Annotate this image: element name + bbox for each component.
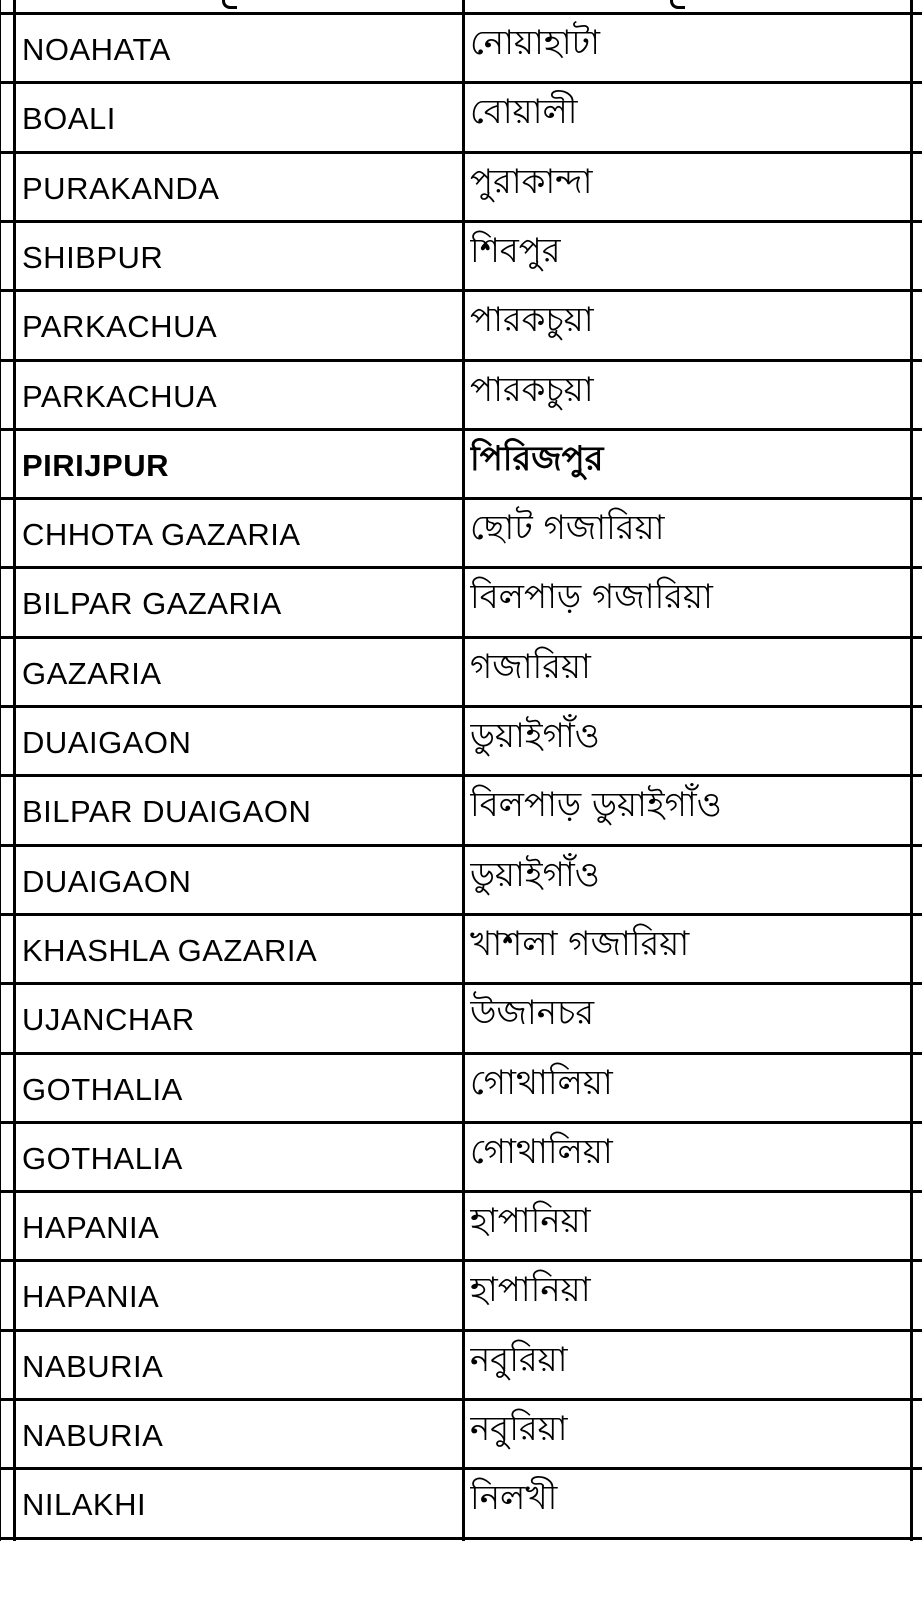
table-row [0,985,922,1054]
table-row [0,500,922,569]
english-name-cell: BOALI [22,101,116,136]
english-name-cell: DUAIGAON [22,864,192,899]
table-row [0,639,922,708]
english-name-cell: PURAKANDA [22,171,220,206]
english-name-cell: DUAIGAON [22,725,192,760]
english-name-cell: NILAKHI [22,1487,147,1522]
english-name-cell: NABURIA [22,1349,164,1384]
table-row [0,1193,922,1262]
bengali-name-cell: পিরিজপুর [470,439,604,479]
english-name-cell: PARKACHUA [22,309,218,344]
table-row [0,1055,922,1124]
english-name-cell: PARKACHUA [22,379,218,414]
bengali-name-cell: গোথালিয়া [470,1132,613,1172]
bengali-name-cell: ছোট গজারিয়া [470,508,665,548]
bengali-name-cell: পারকচুয়া [470,370,594,410]
english-name-cell: BILPAR DUAIGAON [22,794,312,829]
bengali-name-cell: নবুরিয়া [470,1409,568,1449]
table-row [0,916,922,985]
english-name-cell: GOTHALIA [22,1072,183,1107]
english-name-cell: GOTHALIA [22,1141,183,1176]
english-name-cell: NABURIA [22,1418,164,1453]
bengali-name-cell: খাশলা গজারিয়া [470,924,690,964]
table-row [0,1332,922,1401]
english-name-cell: HAPANIA [22,1279,160,1314]
table-row [0,1262,922,1331]
bengali-name-cell: বিলপাড় ডুয়াইগাঁও [470,785,722,825]
table-row [0,569,922,638]
english-name-cell: HAPANIA [22,1210,160,1245]
bengali-name-cell: ডুয়াইগাঁও [470,716,600,756]
table-row [0,431,922,500]
table-row [0,15,922,84]
table-row [0,292,922,361]
table-row [0,362,922,431]
table-row [0,1470,922,1539]
bengali-name-cell: গোথালিয়া [470,1063,613,1103]
table-row [0,84,922,153]
english-name-cell: BILPAR GAZARIA [22,586,282,621]
table-row [0,708,922,777]
header-glyph-tail [670,0,685,9]
bengali-name-cell: হাপানিয়া [470,1201,591,1241]
table-row [0,154,922,223]
bengali-name-cell: গজারিয়া [470,647,591,687]
bengali-name-cell: বিলপাড় গজারিয়া [470,577,713,617]
table-row [0,847,922,916]
bengali-name-cell: নিলখী [470,1478,558,1518]
bengali-name-cell: ডুয়াইগাঁও [470,855,600,895]
table-row [0,777,922,846]
table-row [0,1401,922,1470]
english-name-cell: UJANCHAR [22,1002,195,1037]
bengali-name-cell: শিবপুর [470,231,561,271]
bengali-name-cell: পুরাকান্দা [470,162,593,202]
row-divider [0,1537,922,1540]
table-row [0,1124,922,1193]
bengali-name-cell: উজানচর [470,993,595,1033]
english-name-cell: PIRIJPUR [22,448,169,483]
table-row [0,223,922,292]
bengali-name-cell: নোয়াহাটা [470,23,600,63]
bengali-name-cell: নবুরিয়া [470,1340,568,1380]
english-name-cell: NOAHATA [22,32,171,67]
english-name-cell: KHASHLA GAZARIA [22,933,318,968]
header-glyph-tail [222,0,237,9]
bengali-name-cell: পারকচুয়া [470,300,594,340]
english-name-cell: GAZARIA [22,656,162,691]
english-name-cell: CHHOTA GAZARIA [22,517,301,552]
bengali-name-cell: হাপানিয়া [470,1270,591,1310]
bengali-name-cell: বোয়ালী [470,92,578,132]
english-name-cell: SHIBPUR [22,240,164,275]
